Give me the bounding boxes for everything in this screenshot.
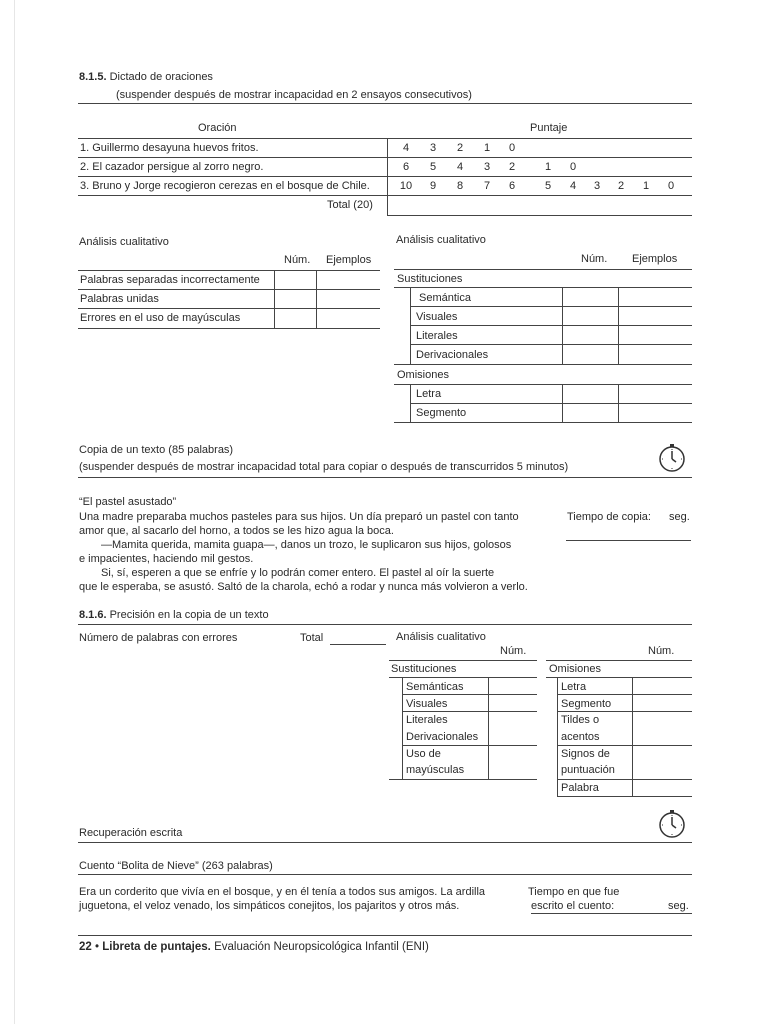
stopwatch-icon	[657, 443, 687, 473]
qual-right-row: Segmento	[416, 407, 467, 419]
rule	[78, 157, 692, 158]
copy-subtitle: (suspender después de mostrar incapacidad total para copiar o después de transcurridos 5 minutos)	[79, 461, 569, 473]
rule	[410, 287, 411, 364]
recovery-time-label-1: Tiempo en que fue	[528, 886, 620, 898]
subs-row: Semánticas	[406, 681, 464, 693]
story-title: “El pastel asustado”	[79, 496, 177, 508]
col-header-num: Núm.	[284, 254, 311, 266]
score-cell: 6	[402, 161, 410, 173]
qual-left-row: Palabras separadas incorrectamente	[80, 274, 260, 286]
rule	[394, 422, 692, 423]
rule	[78, 289, 380, 290]
story-line: —Mamita querida, mamita guapa—, danos un trozo, le suplicaron sus hijos, golosos	[101, 539, 512, 551]
recovery-time-label-2: escrito el cuento:	[531, 900, 615, 912]
col-header-examples: Ejemplos	[632, 253, 678, 265]
score-cell: 0	[667, 180, 675, 192]
qual-right-row: Literales	[416, 330, 458, 342]
score-cell: 4	[402, 142, 410, 154]
section-number: 8.1.5.	[79, 71, 107, 83]
rule	[618, 384, 619, 422]
qual-right-row: Omisiones	[397, 369, 449, 381]
copy-time-field[interactable]	[566, 540, 691, 541]
subs-row: Derivacionales	[406, 731, 479, 743]
rule	[394, 364, 692, 365]
score-cell: 9	[429, 180, 437, 192]
subs-row: Literales	[406, 714, 448, 726]
rule	[632, 677, 633, 796]
rule	[618, 287, 619, 364]
om-row: Letra	[561, 681, 587, 693]
rule	[557, 694, 692, 695]
rule	[78, 270, 380, 271]
rule	[402, 694, 537, 695]
section-title: Dictado de oraciones	[109, 71, 213, 83]
rule	[562, 384, 563, 422]
sentence-row-3: 3. Bruno y Jorge recogieron cerezas en el bosque de Chile.	[80, 180, 370, 192]
footer	[79, 941, 429, 954]
score-cell: 5	[429, 161, 437, 173]
score-cell: 3	[483, 161, 491, 173]
om-row: acentos	[561, 731, 600, 743]
rule	[410, 403, 692, 404]
qual-right-title: Análisis cualitativo	[396, 234, 486, 246]
section-subtitle: (suspender después de mostrar incapacidad en 2 ensayos consecutivos)	[116, 89, 472, 101]
sentence-row-1: 1. Guillermo desayuna huevos fritos.	[80, 142, 259, 154]
score-cell: 10	[399, 180, 413, 192]
rule	[78, 874, 692, 875]
recovery-title: Recuperación escrita	[79, 827, 183, 839]
sentence-row-2: 2. El cazador persigue al zorro negro.	[80, 161, 264, 173]
score-cell: 3	[429, 142, 437, 154]
rule	[410, 325, 692, 326]
rule	[402, 711, 537, 712]
col-header-score: Puntaje	[530, 122, 568, 134]
om-row: Signos de	[561, 748, 610, 760]
score-cell: 3	[593, 180, 601, 192]
story-line: e impacientes, haciendo mil gestos.	[79, 553, 254, 565]
rule	[387, 138, 388, 215]
recovery-time-field[interactable]	[531, 913, 692, 914]
om-header: Omisiones	[549, 663, 601, 675]
scan-edge	[14, 0, 15, 1024]
col-header-examples: Ejemplos	[326, 254, 372, 266]
rule	[78, 195, 692, 196]
score-cell: 6	[508, 180, 516, 192]
subs-header: Sustituciones	[391, 663, 457, 675]
col-header-num: Núm.	[648, 645, 675, 657]
score-cell: 0	[508, 142, 516, 154]
qual-title: Análisis cualitativo	[396, 631, 486, 643]
total-field[interactable]	[330, 644, 386, 645]
words-errors-label: Número de palabras con errores	[79, 632, 238, 644]
rule	[546, 677, 692, 678]
score-cell: 4	[456, 161, 464, 173]
rule	[546, 660, 692, 661]
story-line: Una madre preparaba muchos pasteles para sus hijos. Un día preparó un pastel con tanto	[79, 511, 519, 523]
total-label: Total	[300, 632, 324, 644]
stopwatch-icon	[657, 809, 687, 839]
rule	[78, 477, 692, 478]
subs-row: mayúsculas	[406, 764, 465, 776]
rule	[78, 103, 692, 104]
score-cell: 4	[569, 180, 577, 192]
rule	[562, 287, 563, 364]
rule	[78, 328, 380, 329]
score-cell: 7	[483, 180, 491, 192]
rule	[78, 935, 692, 936]
story-line: Si, sí, esperen a que se enfríe y lo podrán comer entero. El pastel al oír la suerte	[101, 567, 495, 579]
rule	[394, 269, 692, 270]
rule	[316, 270, 317, 328]
qual-right-row: Semántica	[419, 292, 471, 304]
score-cell: 8	[456, 180, 464, 192]
om-row: Segmento	[561, 698, 612, 710]
footer-separator: •	[95, 941, 100, 953]
score-cell: 1	[642, 180, 650, 192]
story-line: que le esperaba, se asustó. Saltó de la charola, echó a rodar y nunca más volvieron a verlo.	[79, 581, 528, 593]
qual-right-row: Visuales	[416, 311, 458, 323]
score-cell: 1	[544, 161, 552, 173]
score-cell: 0	[569, 161, 577, 173]
qual-left-row: Palabras unidas	[80, 293, 159, 305]
copy-title: Copia de un texto (85 palabras)	[79, 444, 234, 456]
om-row: Tildes o	[561, 714, 600, 726]
col-header-num: Núm.	[500, 645, 527, 657]
section-title: Precisión en la copia de un texto	[109, 609, 269, 621]
rule	[394, 384, 692, 385]
rule	[402, 677, 403, 779]
rule	[557, 779, 692, 780]
rule	[389, 779, 537, 780]
rule	[78, 624, 692, 625]
rule	[394, 287, 692, 288]
qual-left-row: Errores en el uso de mayúsculas	[80, 312, 241, 324]
page-number: 22	[79, 941, 92, 953]
rule	[78, 308, 380, 309]
rule	[557, 711, 692, 712]
om-row: puntuación	[561, 764, 615, 776]
rule	[78, 176, 692, 177]
footer-rest: Evaluación Neuropsicológica Infantil (ENI)	[214, 941, 429, 953]
rule	[557, 796, 692, 797]
section-number: 8.1.6.	[79, 609, 107, 621]
rule	[78, 138, 692, 139]
rule	[410, 384, 411, 422]
col-header-sentence: Oración	[198, 122, 237, 134]
copy-time-label: Tiempo de copia:	[567, 511, 651, 523]
rule	[389, 660, 537, 661]
score-cell: 5	[544, 180, 552, 192]
col-header-num: Núm.	[581, 253, 608, 265]
score-cell: 1	[483, 142, 491, 154]
section-8-1-6-heading	[79, 609, 269, 622]
rule	[557, 745, 692, 746]
rule	[410, 344, 692, 345]
recovery-line: juguetona, el veloz venado, los simpáticos conejitos, los pajaritos y otros más.	[79, 900, 460, 912]
qual-right-row: Sustituciones	[397, 273, 463, 285]
total-label: Total (20)	[327, 199, 373, 211]
rule	[389, 677, 537, 678]
footer-bold: Libreta de puntajes.	[102, 941, 211, 953]
rule	[488, 677, 489, 779]
rule	[78, 842, 692, 843]
section-8-1-5-heading	[79, 71, 213, 84]
score-cell: 2	[508, 161, 516, 173]
rule	[410, 306, 692, 307]
qual-right-row: Letra	[416, 388, 442, 400]
qual-right-row: Derivacionales	[416, 349, 489, 361]
score-cell: 2	[617, 180, 625, 192]
rule	[402, 745, 537, 746]
subs-row: Uso de	[406, 748, 441, 760]
copy-time-unit: seg.	[669, 511, 690, 523]
score-cell: 2	[456, 142, 464, 154]
rule	[387, 215, 692, 216]
rule	[274, 270, 275, 328]
rule	[557, 677, 558, 796]
om-row: Palabra	[561, 782, 599, 794]
recovery-time-unit: seg.	[668, 900, 689, 912]
qual-left-title: Análisis cualitativo	[79, 236, 169, 248]
recovery-line: Era un corderito que vivía en el bosque, y en él tenía a todos sus amigos. La ardilla	[79, 886, 486, 898]
subs-row: Visuales	[406, 698, 448, 710]
story-line: amor que, al sacarlo del horno, a todos se les hizo agua la boca.	[79, 525, 394, 537]
recovery-story-title: Cuento “Bolita de Nieve” (263 palabras)	[79, 860, 273, 872]
